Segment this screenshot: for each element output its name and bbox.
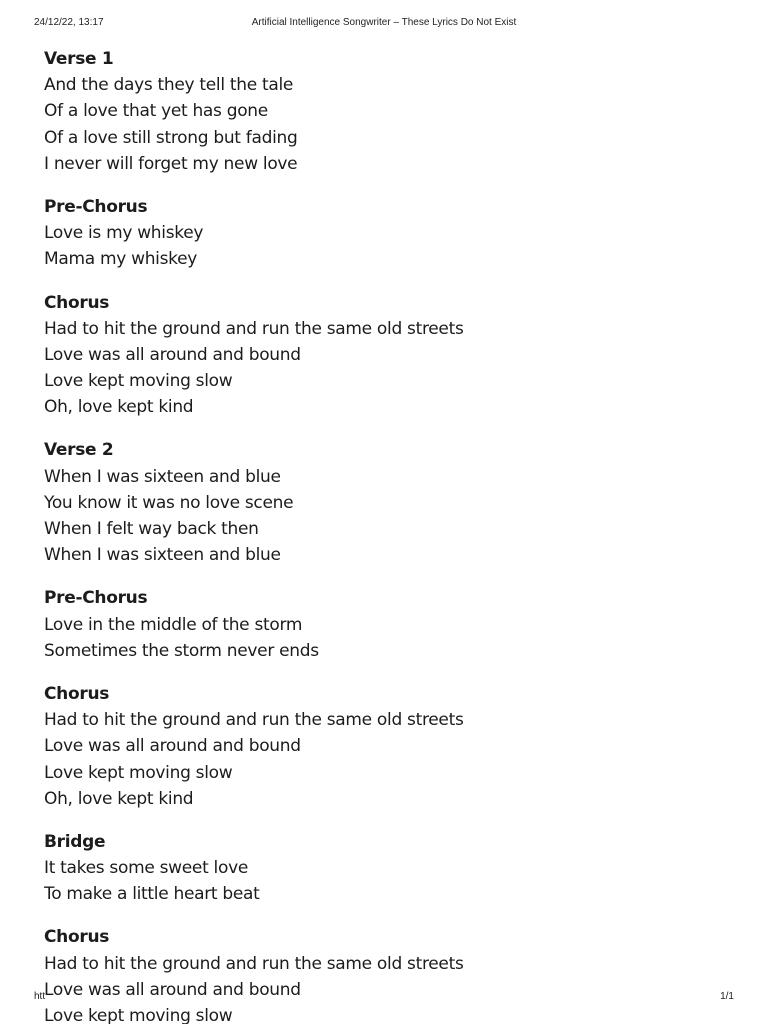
section-heading: Chorus	[44, 292, 110, 313]
lyric-section	[44, 585, 724, 664]
lyric-section	[44, 46, 724, 177]
lyric-line: When I was sixteen and blue	[44, 545, 281, 566]
print-page-number: 1/1	[720, 991, 734, 1002]
section-heading: Chorus	[44, 927, 110, 948]
lyric-line: Love kept moving slow	[44, 762, 233, 783]
print-header	[0, 17, 768, 31]
lyric-section	[44, 924, 724, 1024]
lyric-line: Oh, love kept kind	[44, 788, 194, 809]
lyrics-body	[44, 46, 724, 1024]
lyric-line: Love kept moving slow	[44, 1006, 233, 1024]
lyric-section	[44, 437, 724, 568]
lyric-line: Love kept moving slow	[44, 371, 233, 392]
print-page-title: Artificial Intelligence Songwriter – These Lyrics Do Not Exist	[251, 17, 517, 28]
section-heading: Chorus	[44, 683, 110, 704]
lyric-line: Of a love still strong but fading	[44, 127, 298, 148]
print-datetime: 24/12/22, 13:17	[34, 17, 104, 28]
lyric-line: Love is my whiskey	[44, 223, 204, 244]
section-heading: Verse 2	[44, 440, 114, 461]
lyric-section	[44, 290, 724, 421]
lyric-line: Love was all around and bound	[44, 344, 301, 365]
section-heading: Verse 1	[44, 49, 114, 69]
lyric-section	[44, 829, 724, 908]
lyric-line: Had to hit the ground and run the same old streets	[44, 318, 464, 339]
lyric-line: I never will forget my new love	[44, 153, 298, 174]
lyric-section	[44, 194, 724, 273]
lyric-line: Had to hit the ground and run the same old streets	[44, 710, 464, 731]
lyric-line: Oh, love kept kind	[44, 397, 194, 418]
lyric-line: Love was all around and bound	[44, 979, 301, 1000]
print-url: htt	[34, 991, 46, 1002]
lyric-line: Of a love that yet has gone	[44, 101, 268, 122]
lyric-line: You know it was no love scene	[44, 492, 294, 513]
lyric-line: Sometimes the storm never ends	[44, 640, 319, 661]
lyric-line: And the days they tell the tale	[44, 75, 294, 96]
section-heading: Bridge	[44, 831, 106, 852]
lyric-section	[44, 681, 724, 812]
section-heading: Pre-Chorus	[44, 588, 148, 609]
lyric-line: When I was sixteen and blue	[44, 466, 281, 487]
lyric-line: Love in the middle of the storm	[44, 614, 303, 635]
print-footer	[0, 991, 768, 1005]
section-heading: Pre-Chorus	[44, 196, 148, 217]
lyric-line: When I felt way back then	[44, 519, 259, 539]
lyric-line: It takes some sweet love	[44, 858, 248, 879]
lyric-line: Love was all around and bound	[44, 736, 301, 757]
lyric-line: To make a little heart beat	[44, 884, 260, 905]
lyric-line: Mama my whiskey	[44, 249, 198, 270]
lyric-line: Had to hit the ground and run the same old streets	[44, 953, 464, 974]
